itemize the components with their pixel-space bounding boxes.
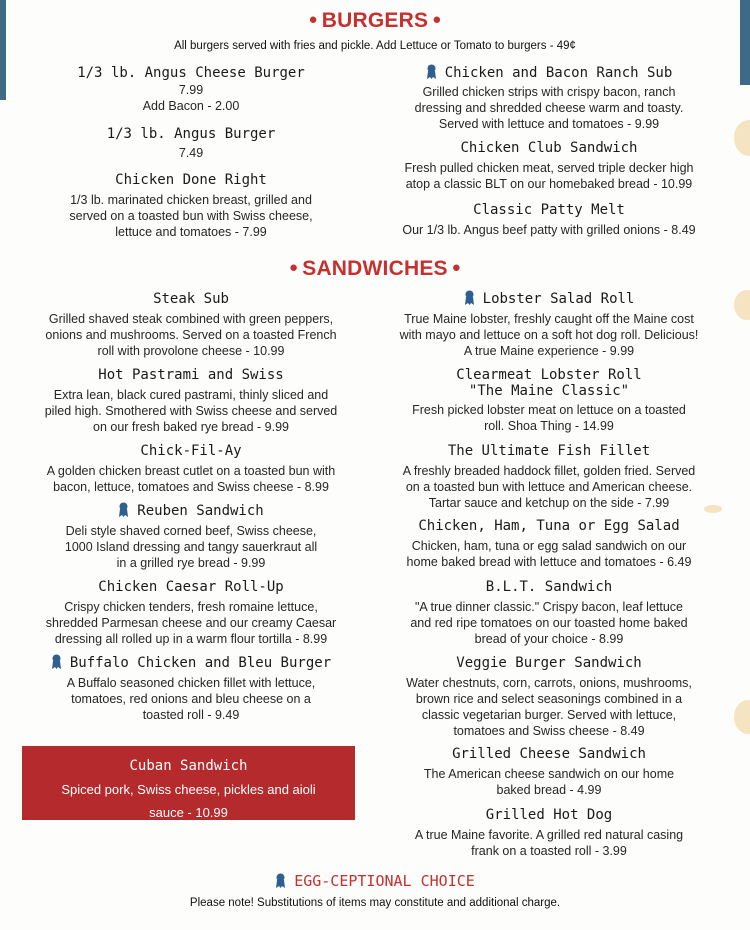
item-desc: roll with provolone cheese - 10.99 — [97, 344, 285, 358]
menu-item — [18, 290, 364, 359]
legend-label: EGG-CEPTIONAL CHOICE — [294, 872, 475, 890]
item-desc: 7.99 — [178, 83, 204, 97]
menu-item — [380, 517, 718, 570]
menu-item — [18, 125, 364, 161]
substitution-note: Please note! Substitutions of items may constitute and additional charge. — [189, 897, 561, 909]
item-name: Chicken Done Right — [115, 172, 267, 188]
item-desc: A true Maine favorite. A grilled red natural casing — [414, 828, 684, 842]
burgers-subtitle: All burgers served with fries and pickle. Add Lettuce or Tomato to burgers - 49¢ — [174, 40, 576, 52]
item-desc: A freshly breaded haddock fillet, golden fried. Served — [402, 464, 696, 478]
item-desc: Extra lean, black cured pastrami, thinly sliced and — [53, 388, 329, 402]
item-desc: atop a classic BLT on our homebaked bread - 10.99 — [405, 177, 693, 191]
menu-item — [18, 64, 364, 114]
item-name: 1/3 lb. Angus Burger — [106, 126, 276, 142]
item-desc: in a grilled rye bread - 9.99 — [116, 556, 266, 570]
item-name: Clearmeat Lobster Roll — [456, 367, 642, 383]
item-name: Grilled Hot Dog — [485, 807, 613, 823]
background-stain — [734, 700, 750, 734]
item-desc: shredded Parmesan cheese and our creamy Caesar — [45, 616, 337, 630]
item-name: Chick-Fil-Ay — [140, 443, 242, 459]
cuban-sandwich-highlight — [22, 746, 355, 820]
item-desc: on our fresh baked rye bread - 9.99 — [93, 420, 289, 434]
menu-item — [380, 442, 718, 511]
item-name: Grilled Cheese Sandwich — [452, 746, 646, 762]
menu-item — [380, 201, 718, 238]
menu-item — [380, 290, 718, 359]
item-name: The Ultimate Fish Fillet — [447, 443, 651, 459]
item-desc: dressing and shredded cheese warm and toasty. — [414, 101, 684, 115]
item-desc: Water chestnuts, corn, carrots, onions, mushrooms, — [406, 676, 692, 690]
menu-item — [18, 502, 364, 571]
item-desc: bread of your choice - 8.99 — [474, 632, 624, 646]
item-name: Chicken Club Sandwich — [460, 140, 638, 156]
item-desc: The American cheese sandwich on our home — [423, 767, 675, 781]
item-desc: onions and mushrooms. Served on a toasted French — [45, 328, 337, 342]
background-stain — [734, 120, 750, 156]
ribbon-icon — [426, 64, 437, 79]
item-desc: Our 1/3 lb. Angus beef patty with grilled onions - 8.49 — [402, 223, 696, 237]
item-desc: "A true dinner classic." Crispy bacon, leaf lettuce — [414, 600, 684, 614]
item-desc: 1/3 lb. marinated chicken breast, grilled and — [70, 193, 312, 207]
legend — [0, 872, 750, 890]
item-desc: Grilled shaved steak combined with green peppers, — [48, 312, 334, 326]
item-name: Buffalo Chicken and Bleu Burger — [18, 654, 364, 672]
item-name: Reuben Sandwich — [18, 502, 364, 520]
item-desc: toasted roll - 9.49 — [142, 708, 240, 722]
menu-item — [18, 442, 364, 495]
item-desc: Grilled chicken strips with crispy bacon, ranch — [422, 85, 676, 99]
item-desc: frank on a toasted roll - 3.99 — [471, 844, 627, 858]
item-name: Steak Sub — [153, 291, 229, 307]
item-desc: Spiced pork, Swiss cheese, pickles and aioli — [61, 782, 316, 797]
item-name: Veggie Burger Sandwich — [456, 655, 642, 671]
menu-item — [380, 654, 718, 739]
item-desc: 7.49 — [178, 146, 204, 160]
menu-item — [380, 64, 718, 132]
item-desc: brown rice and select seasonings combined in a — [415, 692, 683, 706]
menu-item — [380, 366, 718, 434]
item-name: 1/3 lb. Angus Cheese Burger — [77, 65, 305, 81]
ribbon-icon — [51, 654, 62, 669]
menu-item — [380, 578, 718, 647]
item-name: B.L.T. Sandwich — [485, 579, 613, 595]
item-desc: piled high. Smothered with Swiss cheese and served — [44, 404, 338, 418]
menu-item — [18, 578, 364, 647]
item-desc: Deli style shaved corned beef, Swiss cheese, — [65, 524, 317, 538]
item-desc: home baked bread with lettuce and tomatoes - 6.49 — [406, 555, 692, 569]
menu-item — [380, 806, 718, 859]
item-desc: Tartar sauce and ketchup on the side - 7.99 — [428, 496, 670, 510]
item-desc: dressing all rolled up in a warm flour tortilla - 8.99 — [54, 632, 328, 646]
item-desc: classic vegetarian burger. Served with lettuce, — [421, 708, 677, 722]
item-desc: baked bread - 4.99 — [496, 783, 602, 797]
item-desc: tomatoes, red onions and bleu cheese on a — [71, 692, 311, 706]
ribbon-icon — [275, 873, 286, 888]
item-subtitle: "The Maine Classic" — [468, 383, 630, 399]
item-desc: A true Maine experience - 9.99 — [463, 344, 635, 358]
menu-item — [380, 139, 718, 192]
item-desc: A Buffalo seasoned chicken fillet with lettuce, — [66, 676, 316, 690]
item-desc: bacon, lettuce, tomatoes and Swiss cheese - 8.99 — [53, 480, 329, 494]
item-desc: and red ripe tomatoes on our toasted home baked — [410, 616, 688, 630]
item-desc: served on a toasted bun with Swiss cheese, — [69, 209, 313, 223]
item-name: Lobster Salad Roll — [380, 290, 718, 308]
menu-item — [18, 654, 364, 723]
item-desc: True Maine lobster, freshly caught off the Maine cost — [404, 312, 694, 326]
menu-item — [18, 171, 364, 240]
item-desc: Served with lettuce and tomatoes - 9.99 — [438, 117, 660, 131]
item-name: Hot Pastrami and Swiss — [98, 367, 284, 383]
item-desc: tomatoes and Swiss cheese - 8.49 — [453, 724, 645, 738]
item-name: Chicken Caesar Roll-Up — [98, 579, 284, 595]
sandwiches-heading: ● SANDWICHES ● — [288, 257, 462, 280]
item-desc: Fresh pulled chicken meat, served triple decker high — [404, 161, 694, 175]
item-desc: Chicken, ham, tuna or egg salad sandwich on our — [411, 539, 687, 553]
item-name: Classic Patty Melt — [473, 202, 625, 218]
item-desc: Fresh picked lobster meat on lettuce on a toasted — [412, 403, 686, 417]
item-desc: on a toasted bun with lettuce and American cheese. — [405, 480, 693, 494]
item-desc: A golden chicken breast cutlet on a toasted bun with — [46, 464, 336, 478]
item-desc: sauce - 10.99 — [149, 805, 228, 820]
item-name: Cuban Sandwich — [129, 758, 248, 774]
item-desc: lettuce and tomatoes - 7.99 — [115, 225, 267, 239]
background-stain — [734, 290, 750, 320]
item-name: Chicken, Ham, Tuna or Egg Salad — [418, 518, 680, 534]
item-desc: Crispy chicken tenders, fresh romaine lettuce, — [64, 600, 318, 614]
item-desc: 1000 Island dressing and tangy sauerkraut all — [64, 540, 318, 554]
ribbon-icon — [464, 290, 475, 305]
ribbon-icon — [118, 502, 129, 517]
item-name: Chicken and Bacon Ranch Sub — [380, 64, 718, 82]
item-desc: with mayo and lettuce on a soft hot dog roll. Delicious! — [399, 328, 699, 342]
burgers-heading: ● BURGERS ● — [308, 9, 442, 32]
item-desc: Add Bacon - 2.00 — [142, 99, 240, 113]
item-desc: roll. Shoa Thing - 14.99 — [484, 419, 614, 433]
menu-item — [380, 745, 718, 798]
menu-item — [18, 366, 364, 435]
